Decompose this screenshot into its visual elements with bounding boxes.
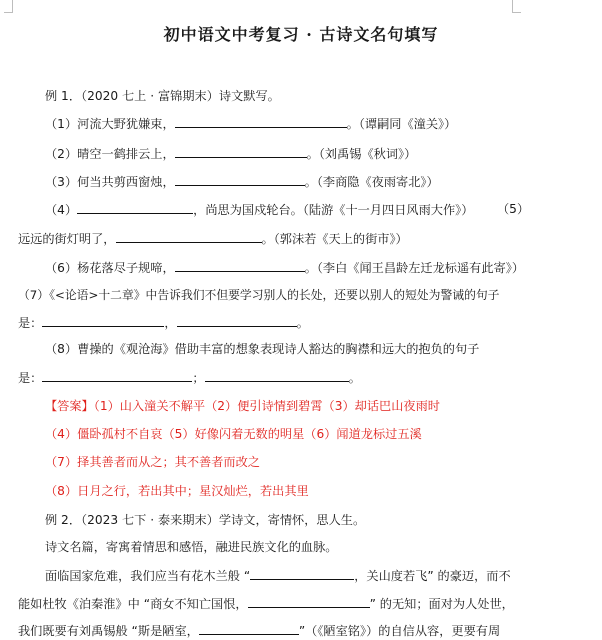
answer-line: （7）择其善者而从之；其不善者而改之 — [45, 455, 260, 469]
question-1: （1）河流大野犹嫌束， 。（谭嗣同《潼关》） — [45, 114, 456, 133]
answer-blank[interactable] — [175, 144, 307, 158]
paragraph-line: 面临国家危难，我们应当有花木兰般 “ ，关山度若飞” 的豪迈，而不 — [45, 566, 511, 585]
question-4: （4） ，尚思为国戍轮台。（陆游《十一月四日风雨大作》） （5） — [45, 202, 530, 217]
answer-blank[interactable] — [250, 566, 354, 580]
paragraph: 诗文名篇，寄寓着情思和感悟，融进民族文化的血脉。 — [45, 540, 338, 554]
answer-blank[interactable] — [175, 172, 305, 186]
page-title: 初中语文中考复习 · 古诗文名句填写 — [163, 25, 439, 44]
page-corner-mark — [4, 0, 13, 13]
answer-blank[interactable] — [248, 594, 370, 608]
question-6: （6）杨花落尽子规啼， 。（李白《闻王昌龄左迁龙标遥有此寄》） — [45, 258, 524, 277]
answer-blank[interactable] — [175, 114, 347, 128]
paragraph-line: 我们既要有刘禹锡般 “斯是陋室， ”（《陋室铭》）的自信从容，更要有周 — [18, 621, 500, 640]
question-8-answer-line: 是： ； 。 — [18, 368, 361, 387]
example-2-intro: 例 2．（2023 七下 · 泰来期末）学诗文，寄情怀，思人生。 — [45, 513, 366, 527]
answer-blank[interactable] — [42, 368, 192, 382]
answer-blank[interactable] — [175, 258, 305, 272]
answer-blank[interactable] — [42, 313, 164, 327]
answer-tag: 【答案】 — [45, 399, 94, 413]
question-7: （7）《<论语>十二章》中告诉我们不但要学习别人的长处，还要以别人的短处为警诫的句子 — [18, 288, 500, 302]
question-5: 远远的街灯明了， 。（郭沫若《天上的街市》） — [18, 229, 408, 248]
answer-line: 【答案】（1）山入潼关不解平（2）便引诗情到碧霄（3）却话巴山夜雨时 — [45, 399, 440, 413]
paragraph-line: 能如杜牧《泊秦淮》中 “商女不知亡国恨， ” 的无知；面对为人处世， — [18, 594, 514, 613]
page-corner-mark — [512, 0, 521, 13]
question-3: （3）何当共剪西窗烛， 。（李商隐《夜雨寄北》） — [45, 172, 439, 191]
example-1-intro: 例 1．（2020 七上 · 富锦期末）诗文默写。 — [45, 89, 280, 103]
question-8: （8）曹操的《观沧海》借助丰富的想象表现诗人豁达的胸襟和远大的抱负的句子 — [45, 342, 480, 356]
answer-blank[interactable] — [177, 313, 297, 327]
answer-blank[interactable] — [199, 621, 299, 635]
answer-blank[interactable] — [205, 368, 349, 382]
question-7-answer-line: 是： ， 。 — [18, 313, 309, 332]
question-2: （2）晴空一鹤排云上， 。（刘禹锡《秋词》） — [45, 144, 416, 163]
answer-blank[interactable] — [77, 200, 193, 214]
answer-line: （8）日月之行，若出其中；星汉灿烂，若出其里 — [45, 484, 309, 498]
answer-line: （4）僵卧孤村不自哀（5）好像闪着无数的明星（6）闻道龙标过五溪 — [45, 427, 422, 441]
answer-blank[interactable] — [116, 229, 262, 243]
